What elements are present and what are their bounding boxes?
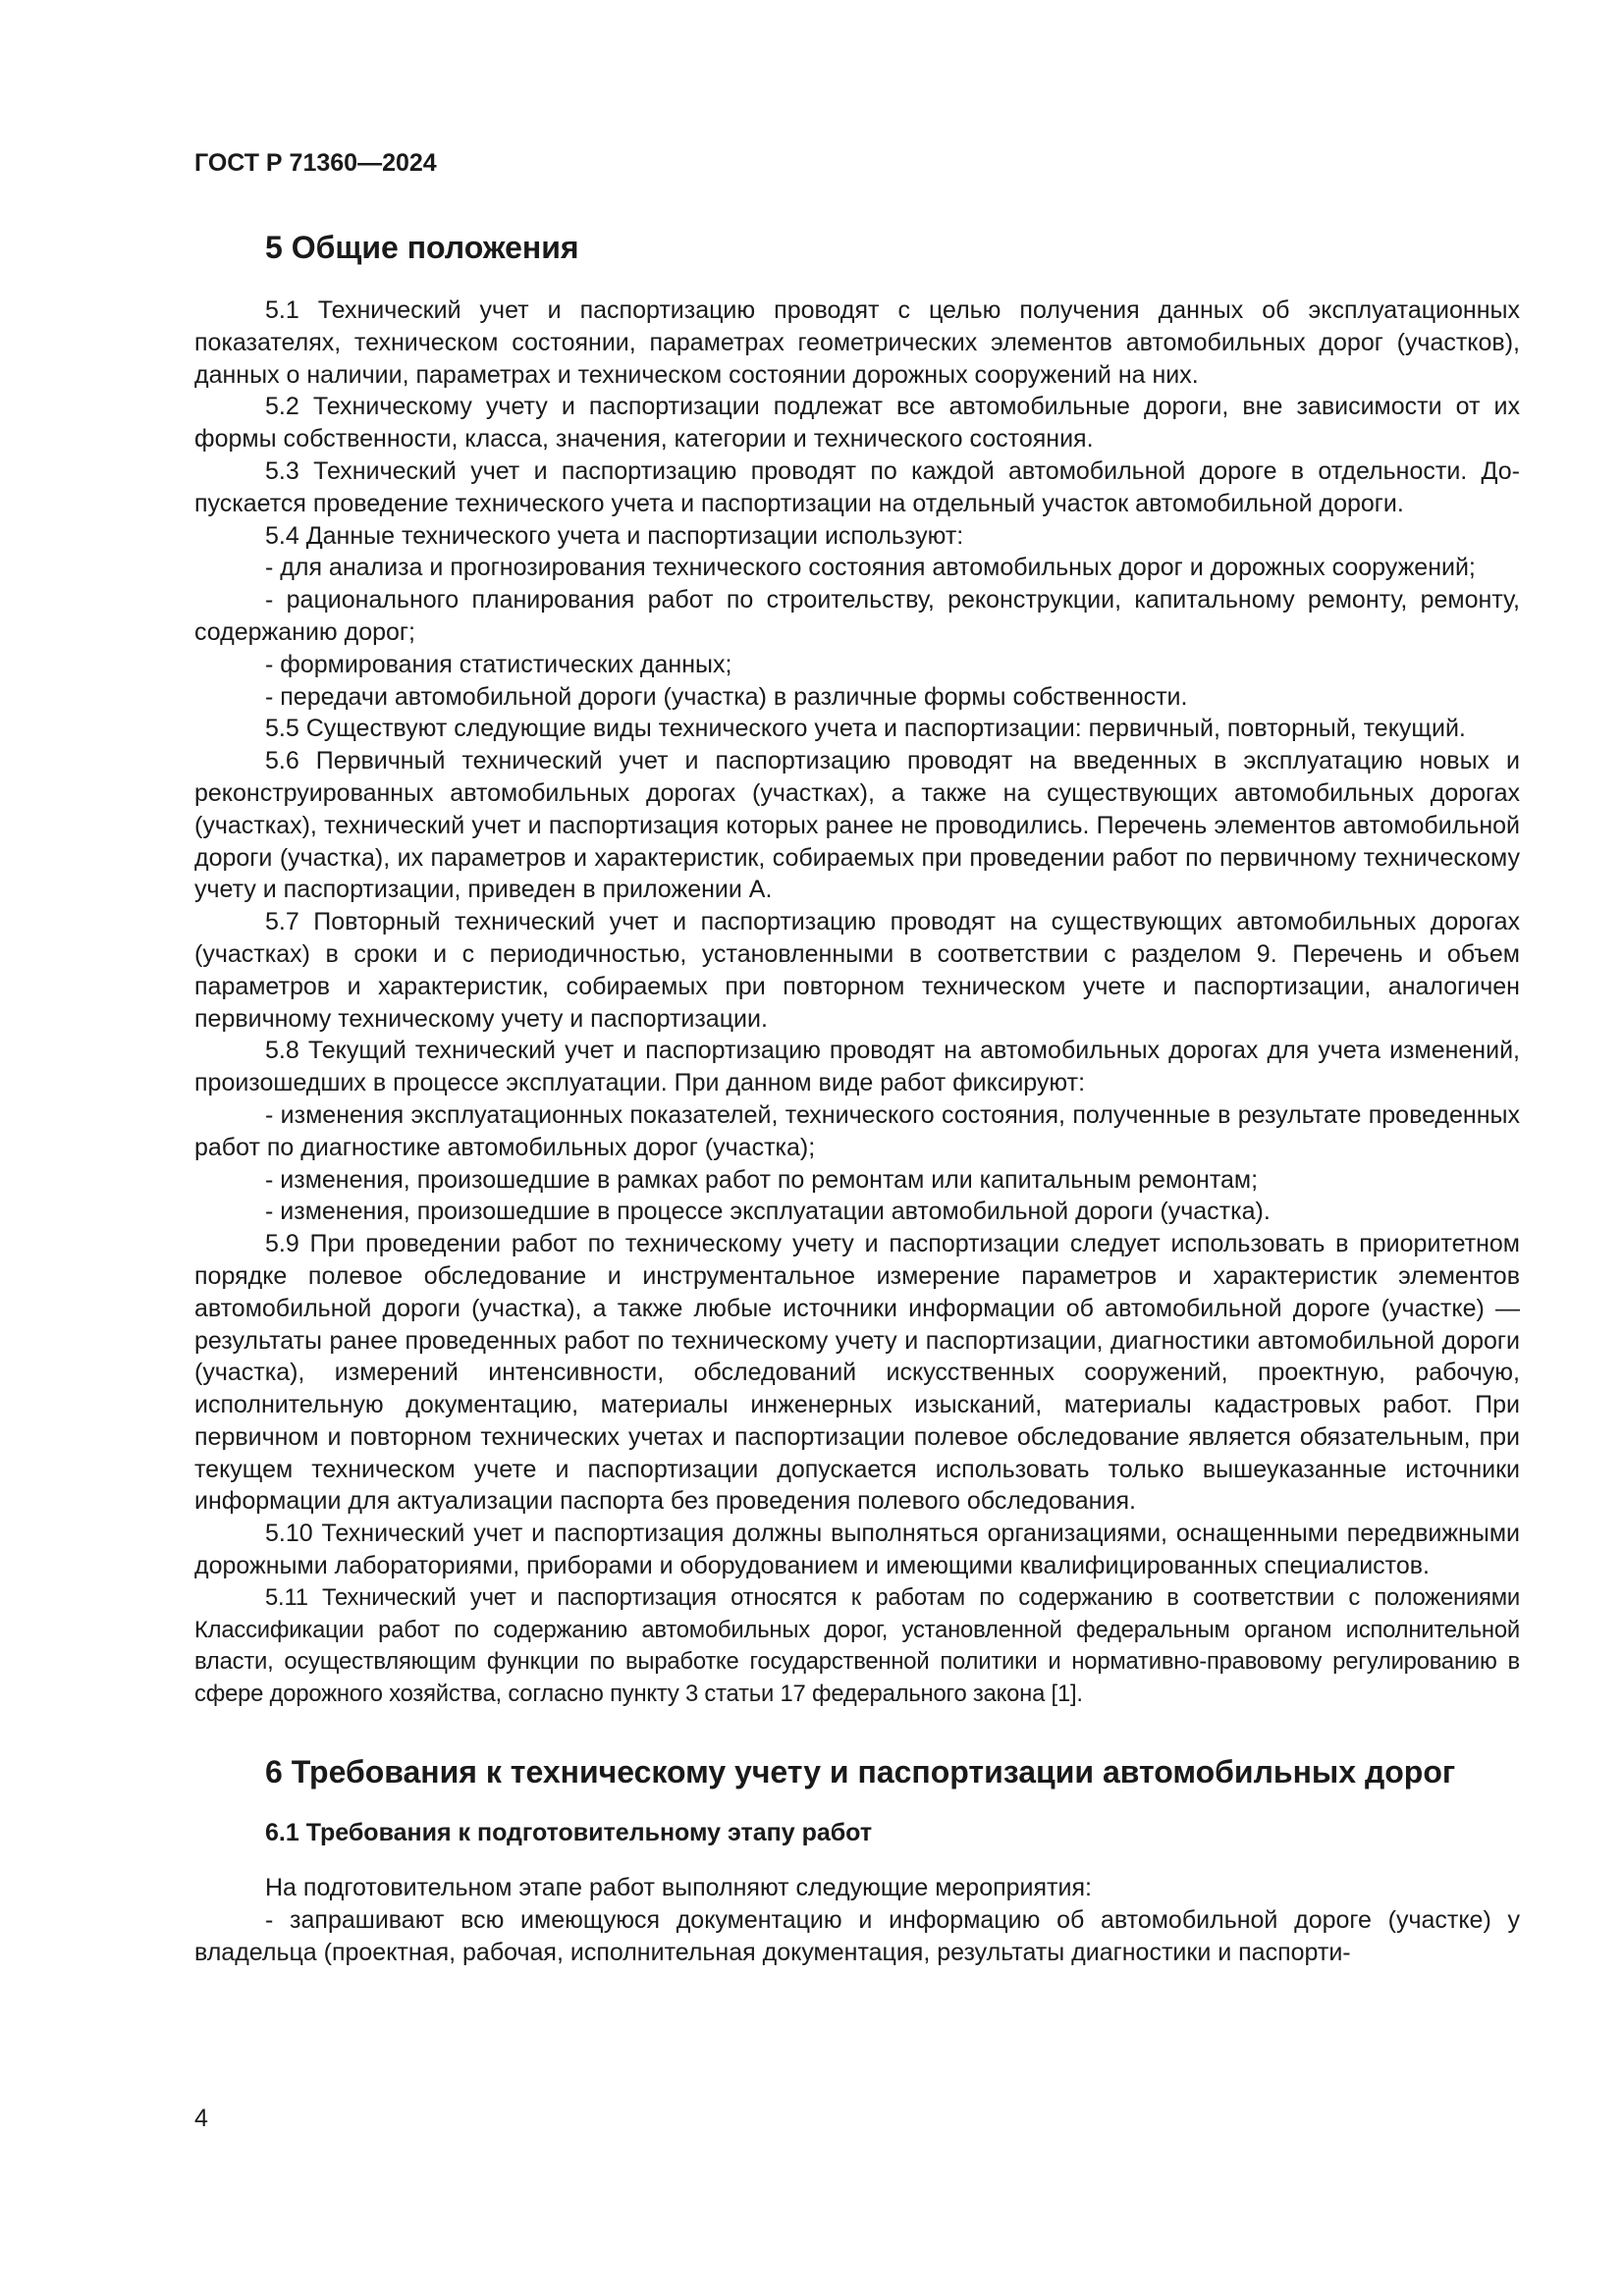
list-item-analysis: - для анализа и прогнозирования технического состояния автомобильных дорог и дорожных сооружений; — [265, 554, 1476, 582]
paragraph-5-11: 5.11 Технический учет и паспортизация относятся к работам по содержанию в соответствии с положениями Классификации работ по содержанию автомобильных дорог, установленной федеральным органом исполнительной власти, осуществляющим функции по выработке государственной политики и нормативно-правовому регулированию в сфере дорожного хозяйства, согласно пункту 3 статьи 17 федерального закона [1]. — [194, 1583, 1520, 1708]
list-item-diagnostics-changes: - изменения эксплуатационных показателей, технического состояния, полученные в результате проведенных работ по диагностике автомобильных дорог (участка); — [194, 1100, 1520, 1161]
section-5-body — [194, 294, 1520, 1711]
paragraph-5-5: 5.5 Существуют следующие виды технического учета и паспортизации: первичный, повторный, текущий. — [265, 715, 1466, 743]
document-code: ГОСТ Р 71360—2024 — [194, 149, 437, 177]
paragraph-5-8: 5.8 Текущий технический учет и паспортизацию проводят на автомобильных дорогах для учета изменений, произошедших в процессе эксплуатации. При данном виде работ фиксируют: — [194, 1037, 1520, 1097]
paragraph-5-6: 5.6 Первичный технический учет и паспортизацию проводят на введенных в эксплуатацию новых и реконструированных автомобильных дорогах (участках), а также на существующих автомобильных дорогах (участках), технический учет и паспортизация которых ранее не проводились. Перечень элементов автомобильной дороги (участка), их параметров и характеристик, собираемых при проведении работ по первичному техническому учету и паспортизации, приведен в приложении А. — [194, 747, 1520, 904]
section-5-title: 5 Общие положения — [265, 230, 579, 265]
list-item-request-docs: - запрашивают всю имеющуюся документацию и информацию об автомобильной дороге (участке) у владельца (проектная, рабочая, исполнительная документация, результаты диагностики и паспорти- — [194, 1905, 1520, 1966]
paragraph-5-2: 5.2 Техническому учету и паспортизации подлежат все автомобильные дороги, вне зависимости от их формы собственности, класса, значения, категории и технического состояния. — [194, 393, 1520, 454]
paragraph-5-9: 5.9 При проведении работ по техническому учету и паспортизации следует использовать в приоритетном порядке полевое обследование и инструментальное измерение параметров и характеристик элементов автомобильной дороги (участка), а также любые источники информации об автомобильной дороге (участке) — результаты ранее проведенных работ по техническому учету и паспортизации, диагностики автомобильной дороги (участка), измерений интенсивности, обследований искусственных сооружений, проектную, рабочую, исполнительную документацию, материалы инженерных изысканий, материалы кадастровых работ. При первичном и повторном технических учетах и паспортизации полевое обследование является обязательным, при текущем техническом учете и паспортизации допускается использовать только вышеуказанные источники информации для актуализации паспорта без проведения полевого обследования. — [194, 1230, 1520, 1516]
paragraph-6-1-intro: На подготовительном этапе работ выполняют следующие мероприятия: — [265, 1874, 1092, 1902]
section-6-body — [194, 1872, 1520, 1968]
list-item-operation-changes: - изменения, произошедшие в процессе эксплуатации автомобильной дороги (участка). — [265, 1198, 1271, 1226]
list-item-statistics: - формирования статистических данных; — [265, 650, 732, 678]
section-6-title: 6 Требования к техническому учету и паспортизации автомобильных дорог — [265, 1754, 1456, 1790]
paragraph-5-3: 5.3 Технический учет и паспортизацию проводят по каждой автомобильной дороге в отдельности. Допускается проведение технического учета и паспортизации на отдельный участок автомобильной дороги. — [194, 456, 1520, 517]
document-page — [194, 145, 1520, 1968]
list-item-planning: - рационального планирования работ по строительству, реконструкции, капитальному ремонту, ремонту, содержанию дорог; — [194, 586, 1520, 646]
list-item-repair-changes: - изменения, произошедшие в рамках работ по ремонтам или капитальным ремонтам; — [265, 1165, 1259, 1194]
list-item-transfer: - передачи автомобильной дороги (участка) в различные формы собственности. — [265, 682, 1188, 711]
paragraph-5-7: 5.7 Повторный технический учет и паспортизацию проводят на существующих автомобильных дорогах (участках) в сроки и с периодичностью, установленными в соответствии с разделом 9. Перечень и объем параметров и характеристик, собираемых при повторном техническом учете и паспортизации, аналогичен первичному техническому учету и паспортизации. — [194, 908, 1520, 1033]
paragraph-5-1: 5.1 Технический учет и паспортизацию проводят с целью получения данных об эксплуатационных показателях, техническом состоянии, параметрах геометрических элементов автомобильных дорог (участков), данных о наличии, параметрах и техническом состоянии дорожных сооружений на них. — [194, 296, 1520, 389]
paragraph-5-4: 5.4 Данные технического учета и паспортизации используют: — [265, 521, 964, 550]
paragraph-5-10: 5.10 Технический учет и паспортизация должны выполняться организациями, оснащенными передвижными дорожными лабораториями, приборами и оборудованием и имеющими квалифицированных специалистов. — [194, 1520, 1520, 1580]
subsection-6-1-title: 6.1 Требования к подготовительному этапу работ — [265, 1819, 873, 1847]
page-number: 4 — [194, 2105, 208, 2132]
